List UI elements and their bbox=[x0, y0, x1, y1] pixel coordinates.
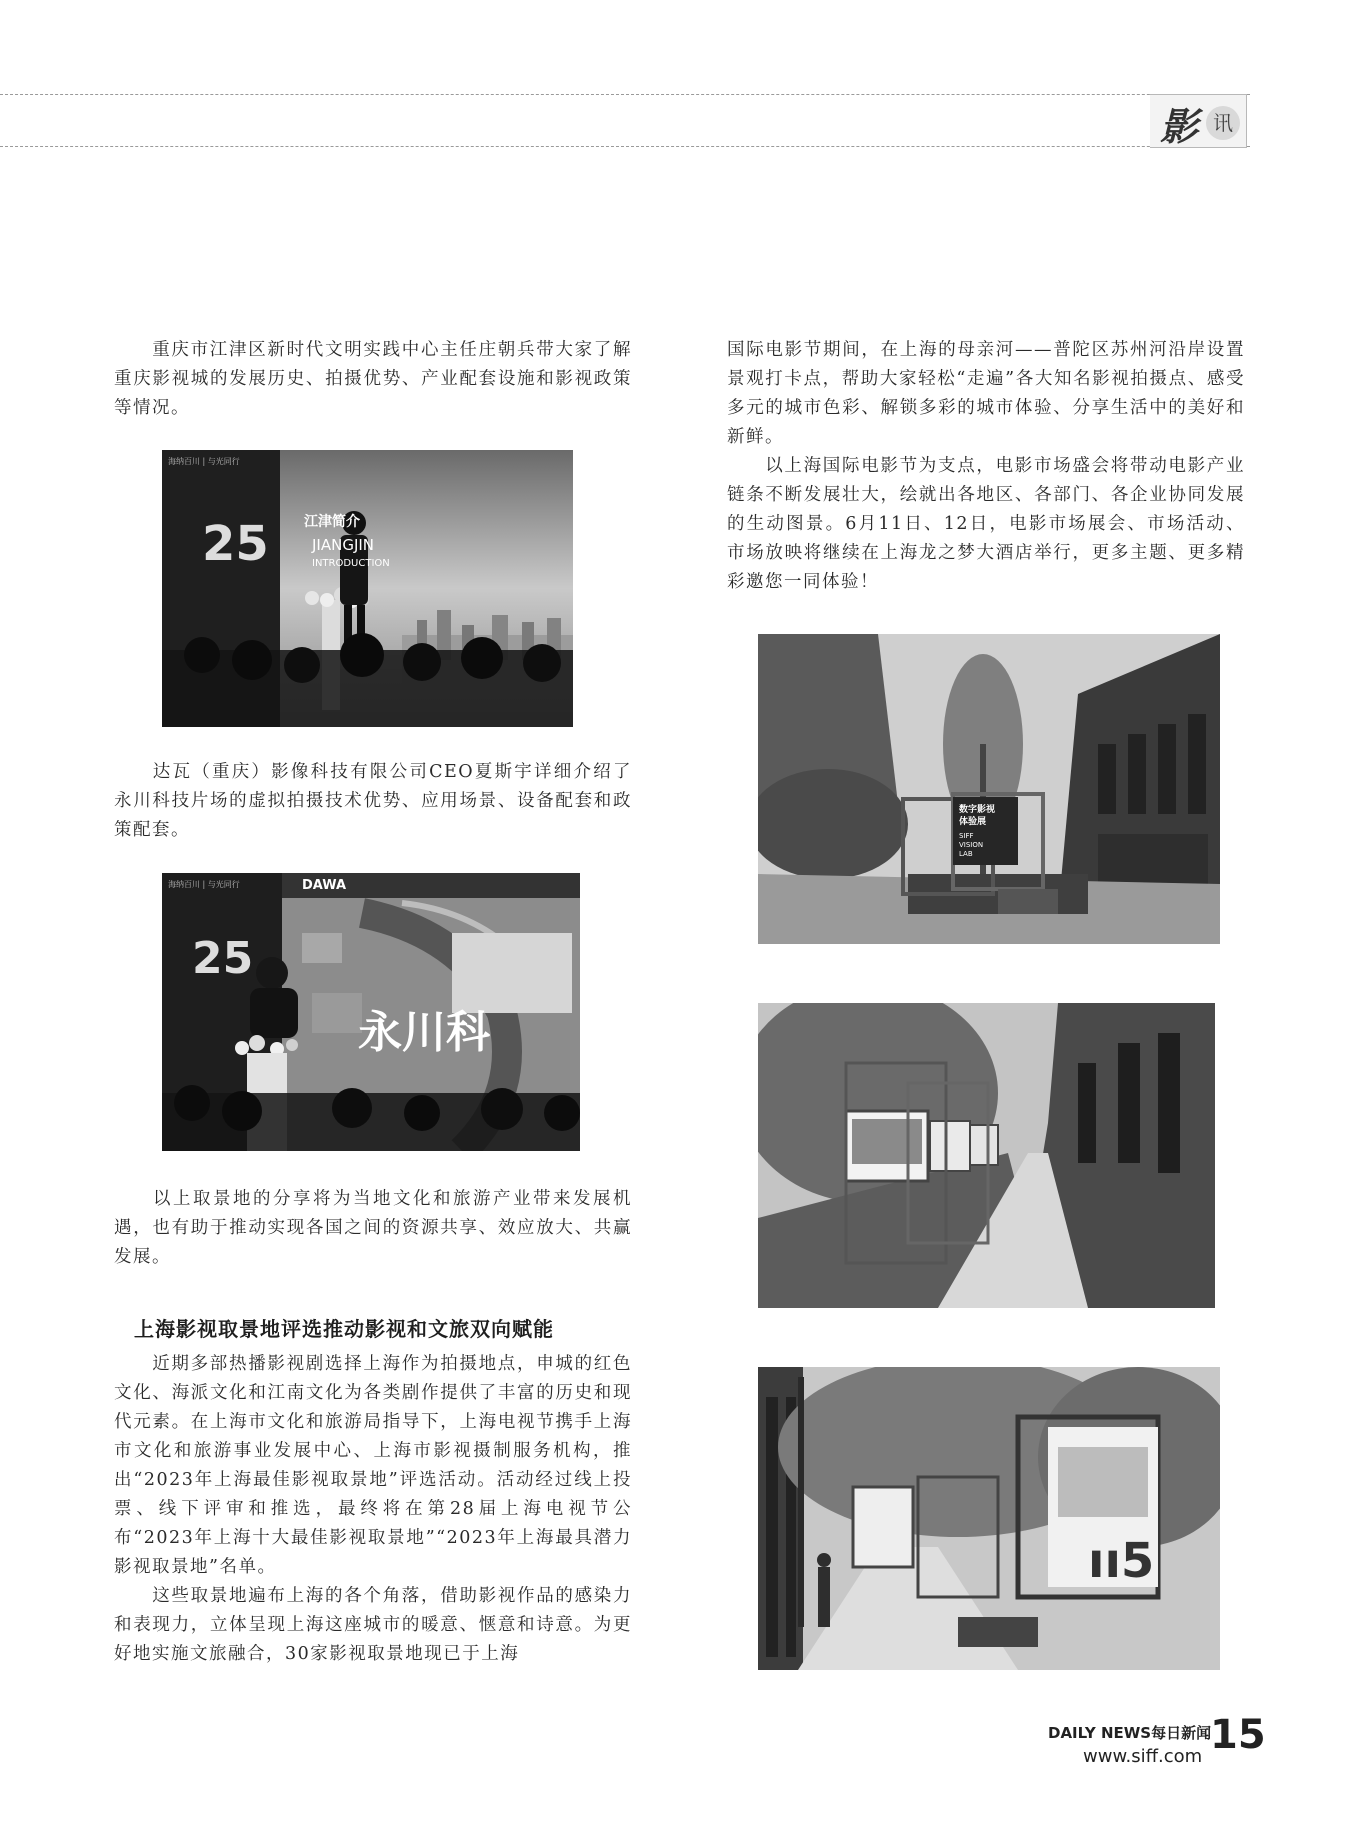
photo-yongchuan-image bbox=[162, 873, 580, 1151]
photo-riverside-exhibit bbox=[758, 1003, 1215, 1308]
photo2-banner: 海纳百川 | 与光同行 bbox=[168, 880, 240, 889]
photo-riverside-walkway-image bbox=[758, 1367, 1220, 1670]
photo-siff-vision-lab bbox=[758, 634, 1220, 944]
sign-line-4: VISION bbox=[959, 841, 984, 849]
footer-brand: DAILY NEWS每日新闻 bbox=[1048, 1724, 1212, 1742]
sign-line-3: SIFF bbox=[959, 832, 974, 840]
left-paragraph-1: 重庆市江津区新时代文明实践中心主任庄朝兵带大家了解重庆影视城的发展历史、拍摄优势、产业配套设施和影视政策等情况。 bbox=[114, 340, 632, 418]
photo1-title-en-1: JIANGJIN bbox=[312, 536, 375, 554]
page-number: 15 bbox=[1210, 1712, 1266, 1758]
sign-line-2: 体验展 bbox=[959, 817, 987, 827]
photo-riverside-exhibit-image bbox=[758, 1003, 1215, 1308]
photo2-big-text: 永川科 bbox=[358, 1007, 490, 1058]
photo2-brand: DAWA bbox=[302, 878, 347, 893]
photo1-title-cn: 江津简介 bbox=[304, 514, 360, 530]
left-paragraph-4: 近期多部热播影视剧选择上海作为拍摄地点，申城的红色文化、海派文化和江南文化为各类剧作提供了丰富的历史和现代元素。在上海市文化和旅游局指导下，上海电视节携手上海市文化和旅游事业发展中心、上海市影视摄制服务机构，推出“2023年上海最佳影视取景地”评选活动。活动经过线上投票、线下评审和推选，最终将在第28届上海电视节公布“2023年上海十大最佳影视取景地”“2023年上海最具潜力影视取景地”名单。 bbox=[114, 1354, 632, 1577]
photo-jiangjin-speaker bbox=[162, 450, 573, 727]
left-paragraph-2: 达瓦（重庆）影像科技有限公司CEO夏斯宇详细介绍了永川科技片场的虚拟拍摄技术优势、应用场景、设备配套和政策配套。 bbox=[114, 762, 632, 840]
section-logo: 影 bbox=[1160, 104, 1197, 149]
section-heading: 上海影视取景地评选推动影视和文旅双向赋能 bbox=[134, 1317, 554, 1341]
photo-siff-vision-lab-image bbox=[758, 634, 1220, 944]
left-paragraph-5: 这些取景地遍布上海的各个角落，借助影视作品的感染力和表现力，立体呈现上海这座城市的暖意、惬意和诗意。为更好地实施文旅融合，30家影视取景地现已于上海 bbox=[114, 1586, 632, 1664]
photo1-title-en-2: INTRODUCTION bbox=[312, 558, 390, 569]
left-paragraph-3: 以上取景地的分享将为当地文化和旅游产业带来发展机遇，也有助于推动实现各国之间的资源共享、效应放大、共赢发展。 bbox=[114, 1189, 632, 1267]
section-logo-badge: 讯 bbox=[1206, 106, 1240, 140]
photo-riverside-walkway bbox=[758, 1367, 1220, 1670]
footer-url[interactable]: www.siff.com bbox=[1083, 1746, 1203, 1767]
right-paragraph-2: 以上海国际电影节为支点，电影市场盛会将带动电影产业链条不断发展壮大，绘就出各地区、各部门、各企业协同发展的生动图景。6月11日、12日，电影市场展会、市场活动、市场放映将继续在上海龙之梦大酒店举行，更多主题、更多精彩邀您一同体验！ bbox=[727, 456, 1245, 592]
photo1-logo-number: 25 bbox=[202, 516, 269, 572]
photo-yongchuan-speaker bbox=[162, 873, 580, 1151]
header-rule-top bbox=[0, 94, 1250, 95]
svg-text:ıı5: ıı5 bbox=[1088, 1533, 1155, 1589]
header-rule-bottom bbox=[0, 146, 1250, 147]
photo2-logo-number: 25 bbox=[192, 933, 254, 984]
sign-line-5: LAB bbox=[959, 850, 973, 858]
photo-jiangjin-image bbox=[162, 450, 573, 727]
photo1-banner: 海纳百川 | 与光同行 bbox=[168, 457, 240, 466]
sign-line-1: 数字影视 bbox=[959, 805, 996, 815]
right-paragraph-1: 国际电影节期间，在上海的母亲河——普陀区苏州河沿岸设置景观打卡点，帮助大家轻松“走遍”各大知名影视拍摄点、感受多元的城市色彩、解锁多彩的城市体验、分享生活中的美好和新鲜。 bbox=[727, 340, 1245, 447]
